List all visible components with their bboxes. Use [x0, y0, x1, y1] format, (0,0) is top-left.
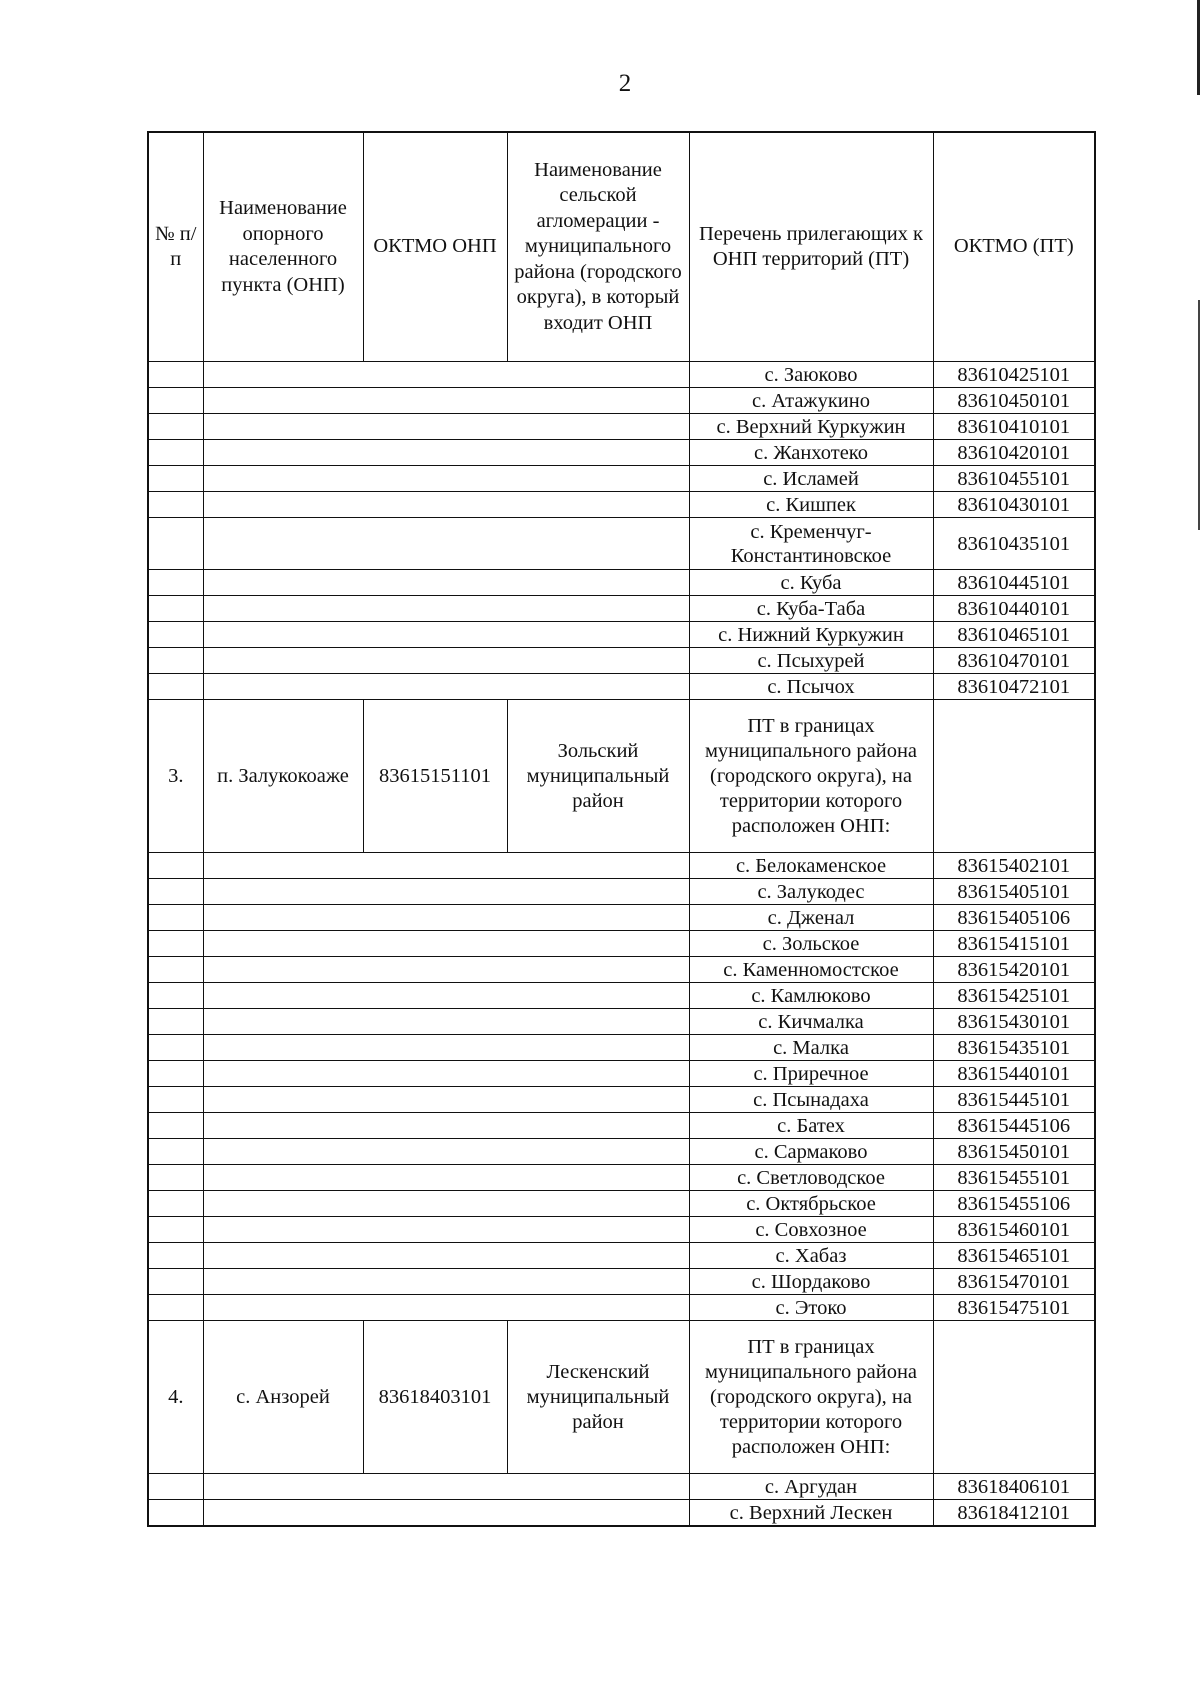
pt-oktmo: 83615440101 — [933, 1061, 1095, 1087]
table-row — [148, 1474, 1095, 1500]
table-row — [148, 674, 1095, 700]
pt-oktmo: 83615405106 — [933, 905, 1095, 931]
pt-name: с. Октябрьское — [689, 1191, 933, 1217]
group-pt-header: ПТ в границах муниципального района (городского округа), на территории которого расположен ОНП: — [689, 700, 933, 853]
pt-name: с. Заюково — [689, 362, 933, 388]
pt-oktmo: 83618406101 — [933, 1474, 1095, 1500]
group-onp: с. Анзорей — [203, 1321, 363, 1474]
table-row — [148, 957, 1095, 983]
pt-name: с. Малка — [689, 1035, 933, 1061]
pt-name: с. Кишпек — [689, 492, 933, 518]
pt-oktmo: 83618412101 — [933, 1500, 1095, 1527]
table-row — [148, 1113, 1095, 1139]
table-row — [148, 983, 1095, 1009]
pt-oktmo: 83615420101 — [933, 957, 1095, 983]
pt-name: с. Псычох — [689, 674, 933, 700]
table-row — [148, 1165, 1095, 1191]
pt-oktmo: 83610435101 — [933, 518, 1095, 570]
table-row — [148, 853, 1095, 879]
pt-name: с. Камлюково — [689, 983, 933, 1009]
pt-name: с. Дженал — [689, 905, 933, 931]
header-agglomeration: Наименование сельской агломерации - муниципального района (городского округа), в который входит ОНП — [507, 132, 689, 362]
pt-oktmo: 83610450101 — [933, 388, 1095, 414]
table-row — [148, 1087, 1095, 1113]
group-num: 4. — [148, 1321, 203, 1474]
pt-name: с. Приречное — [689, 1061, 933, 1087]
settlements-table — [147, 131, 1096, 1527]
pt-oktmo: 83610455101 — [933, 466, 1095, 492]
pt-name: с. Светловодское — [689, 1165, 933, 1191]
group-oktmo: 83615151101 — [363, 700, 507, 853]
table-row — [148, 1191, 1095, 1217]
table-row — [148, 931, 1095, 957]
pt-name: с. Жанхотеко — [689, 440, 933, 466]
pt-name: с. Зольское — [689, 931, 933, 957]
pt-oktmo: 83610445101 — [933, 570, 1095, 596]
pt-oktmo: 83615435101 — [933, 1035, 1095, 1061]
pt-oktmo: 83610410101 — [933, 414, 1095, 440]
table-row — [148, 1061, 1095, 1087]
header-onp: Наименование опорного населенного пункта (ОНП) — [203, 132, 363, 362]
pt-name: с. Атажукино — [689, 388, 933, 414]
pt-oktmo: 83615425101 — [933, 983, 1095, 1009]
pt-oktmo: 83615445101 — [933, 1087, 1095, 1113]
table-row — [148, 1217, 1095, 1243]
header-oktmo-onp: ОКТМО ОНП — [363, 132, 507, 362]
table-header — [148, 132, 1095, 362]
pt-name: с. Залукодес — [689, 879, 933, 905]
pt-name: с. Верхний Лескен — [689, 1500, 933, 1527]
pt-oktmo: 83615402101 — [933, 853, 1095, 879]
pt-oktmo: 83615460101 — [933, 1217, 1095, 1243]
pt-oktmo: 83610425101 — [933, 362, 1095, 388]
pt-oktmo: 83610470101 — [933, 648, 1095, 674]
group-agglomeration: Лескенский муниципальный район — [507, 1321, 689, 1474]
table-row — [148, 622, 1095, 648]
pt-name: с. Верхний Куркужин — [689, 414, 933, 440]
pt-name: с. Исламей — [689, 466, 933, 492]
pt-name: с. Кременчуг-Константиновское — [689, 518, 933, 570]
pt-oktmo: 83615455101 — [933, 1165, 1095, 1191]
table-row — [148, 518, 1095, 570]
table-row — [148, 1269, 1095, 1295]
pt-oktmo: 83615415101 — [933, 931, 1095, 957]
header-oktmo-pt: ОКТМО (ПТ) — [933, 132, 1095, 362]
table-row — [148, 648, 1095, 674]
group-oktmo: 83618403101 — [363, 1321, 507, 1474]
table-row — [148, 596, 1095, 622]
pt-name: с. Псыхурей — [689, 648, 933, 674]
pt-oktmo: 83615455106 — [933, 1191, 1095, 1217]
pt-oktmo: 83610430101 — [933, 492, 1095, 518]
table-row — [148, 905, 1095, 931]
pt-oktmo: 83615405101 — [933, 879, 1095, 905]
pt-oktmo: 83615450101 — [933, 1139, 1095, 1165]
table-row — [148, 388, 1095, 414]
table-row — [148, 362, 1095, 388]
pt-oktmo: 83610440101 — [933, 596, 1095, 622]
pt-oktmo: 83610420101 — [933, 440, 1095, 466]
pt-oktmo: 83615445106 — [933, 1113, 1095, 1139]
pt-name: с. Псынадаха — [689, 1087, 933, 1113]
pt-oktmo: 83615470101 — [933, 1269, 1095, 1295]
pt-name: с. Аргудан — [689, 1474, 933, 1500]
pt-name: с. Этоко — [689, 1295, 933, 1321]
group-row — [148, 700, 1095, 853]
table-row — [148, 1009, 1095, 1035]
table-row — [148, 1295, 1095, 1321]
table-row — [148, 1243, 1095, 1269]
pt-name: с. Куба — [689, 570, 933, 596]
table-body — [148, 362, 1095, 1527]
table-row — [148, 570, 1095, 596]
group-num: 3. — [148, 700, 203, 853]
header-pt-list: Перечень прилегающих к ОНП территорий (ПТ) — [689, 132, 933, 362]
pt-oktmo: 83615430101 — [933, 1009, 1095, 1035]
pt-name: с. Шордаково — [689, 1269, 933, 1295]
pt-name: с. Белокаменское — [689, 853, 933, 879]
group-agglomeration: Зольский муниципальный район — [507, 700, 689, 853]
table-row — [148, 1500, 1095, 1527]
pt-name: с. Батех — [689, 1113, 933, 1139]
pt-oktmo: 83610472101 — [933, 674, 1095, 700]
pt-name: с. Нижний Куркужин — [689, 622, 933, 648]
table-row — [148, 492, 1095, 518]
group-pt-header: ПТ в границах муниципального района (городского округа), на территории которого расположен ОНП: — [689, 1321, 933, 1474]
table-row — [148, 879, 1095, 905]
group-onp: п. Залукокоаже — [203, 700, 363, 853]
table-row — [148, 440, 1095, 466]
table-row — [148, 414, 1095, 440]
pt-oktmo: 83610465101 — [933, 622, 1095, 648]
table-row — [148, 1139, 1095, 1165]
pt-name: с. Кичмалка — [689, 1009, 933, 1035]
pt-name: с. Каменномостское — [689, 957, 933, 983]
pt-name: с. Хабаз — [689, 1243, 933, 1269]
pt-name: с. Совхозное — [689, 1217, 933, 1243]
pt-name: с. Куба-Таба — [689, 596, 933, 622]
pt-name: с. Сармаково — [689, 1139, 933, 1165]
page-number: 2 — [618, 70, 632, 97]
table-row — [148, 466, 1095, 492]
pt-oktmo: 83615465101 — [933, 1243, 1095, 1269]
header-num: № п/п — [148, 132, 203, 362]
group-row — [148, 1321, 1095, 1474]
pt-oktmo: 83615475101 — [933, 1295, 1095, 1321]
table-row — [148, 1035, 1095, 1061]
